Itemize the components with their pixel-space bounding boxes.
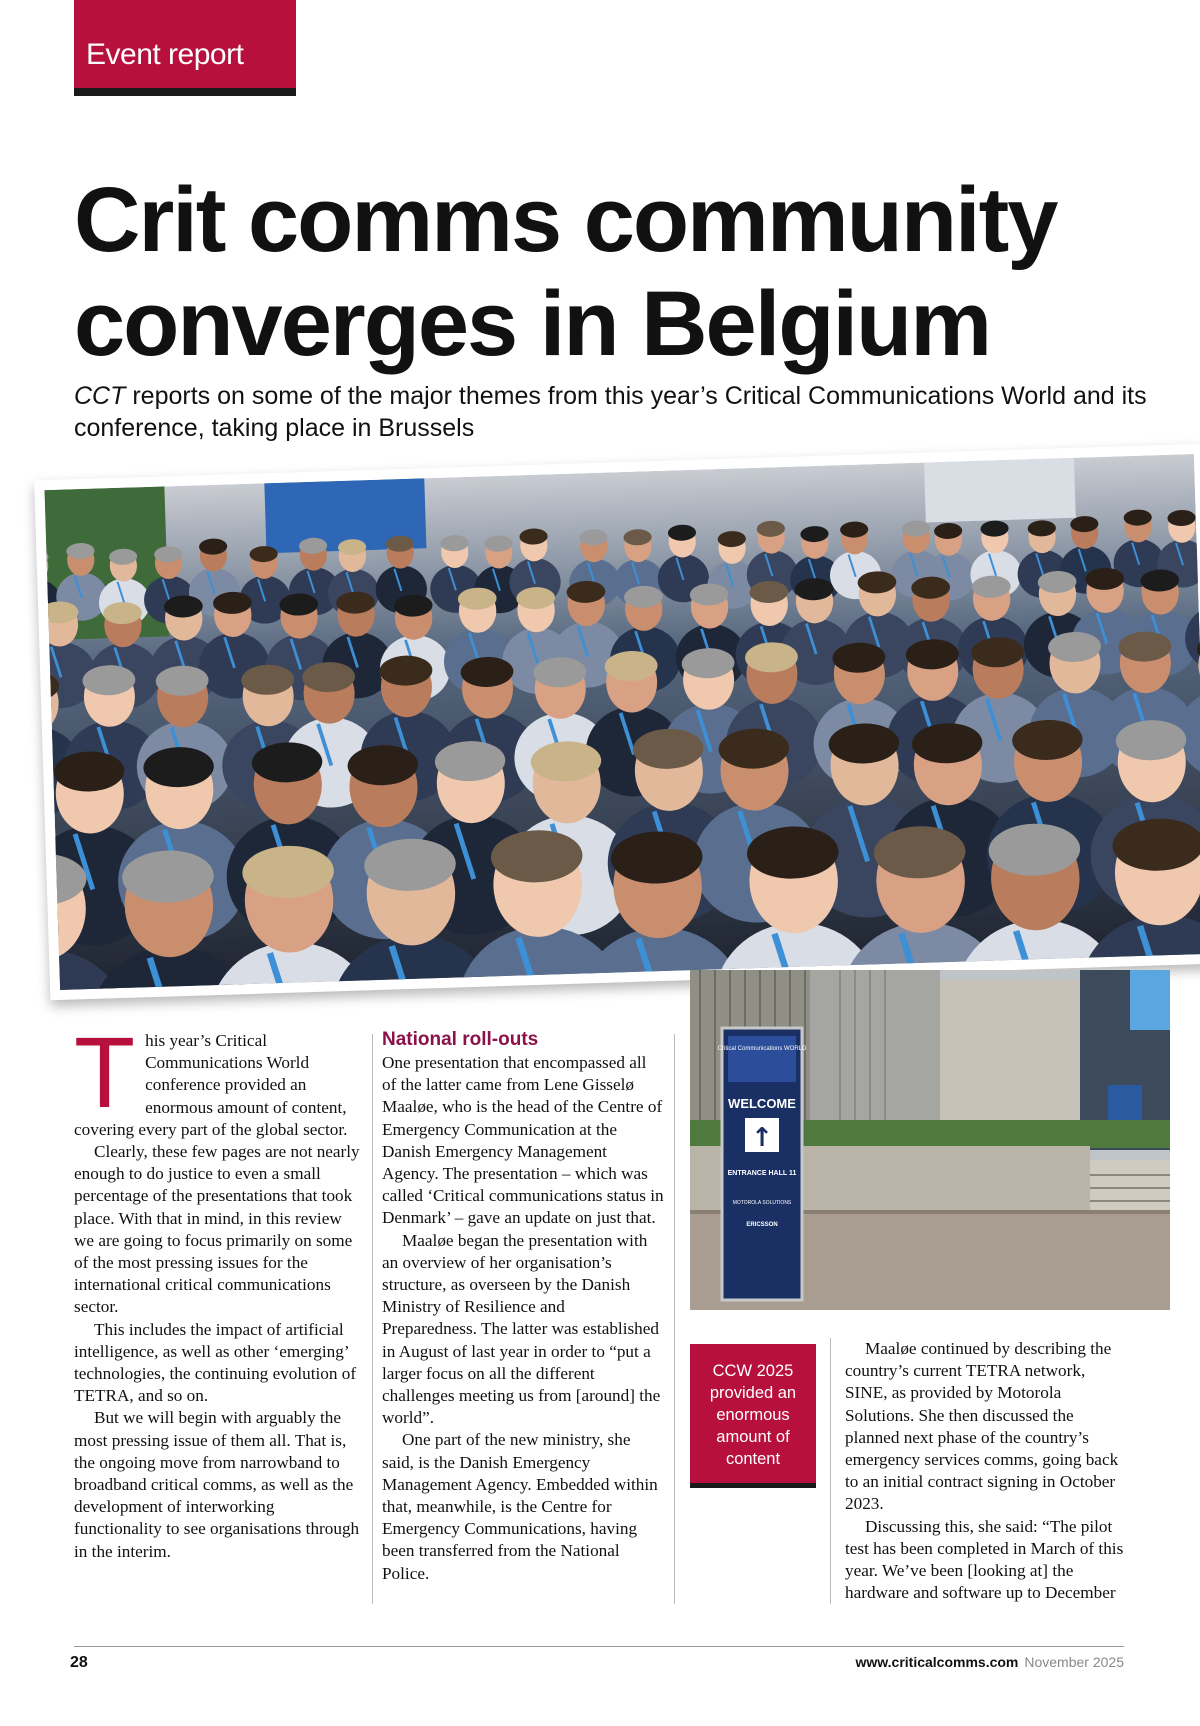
standfirst-publication: CCT bbox=[74, 382, 126, 410]
body-paragraph: But we will begin with arguably the most pressing issue of them all. That is, the ongoing move from narrowband to broadband critical comms, as well as the development of interworking functionality to see organisations through in the interim. bbox=[74, 1408, 360, 1561]
section-label: Event report bbox=[86, 38, 244, 71]
crowd-photo-image bbox=[44, 454, 1200, 990]
body-paragraph: his year’s Critical Communications World conference provided an enormous amount of content, covering every part of the global sector. bbox=[74, 1031, 348, 1139]
body-paragraph: One part of the new ministry, she said, is the Danish Emergency Management Agency. Embedded within that, meanwhile, is the Centre for Emergency Communications, having been transferred from the National Police. bbox=[382, 1430, 658, 1583]
pull-quote: CCW 2025 provided an enormous amount of content bbox=[690, 1344, 816, 1488]
footer-rule bbox=[74, 1646, 1124, 1647]
body-paragraph: Maaløe continued by describing the country’s current TETRA network, SINE, as provided by Motorola Solutions. She then discussed the planned next phase of the country’s emergency services comms, going back to an initial contract signing in October 2023. bbox=[845, 1339, 1119, 1514]
sign-welcome: WELCOME bbox=[728, 1096, 796, 1111]
subheading: National roll-outs bbox=[382, 1029, 539, 1050]
footer-url[interactable]: www.criticalcomms.com bbox=[855, 1654, 1019, 1670]
column-divider bbox=[674, 1034, 675, 1604]
column-divider bbox=[372, 1034, 373, 1604]
crowd-photo bbox=[34, 444, 1200, 1000]
body-paragraph: Discussing this, she said: “The pilot test has been completed in March of this year. We’ve been [looking at] the hardware and software up to December bbox=[845, 1516, 1124, 1603]
standfirst-text: reports on some of the major themes from this year’s Critical Communications World and its conference, taking place in Brussels bbox=[74, 382, 1147, 442]
body-paragraph: This includes the impact of artificial intelligence, as well as other ‘emerging’ technologies, the continuing evolution of TETRA, and so on. bbox=[74, 1319, 357, 1406]
footer-date: November 2025 bbox=[1024, 1654, 1124, 1670]
column-divider bbox=[830, 1338, 831, 1604]
body-column-2 bbox=[382, 1028, 664, 1585]
body-paragraph: Maaløe began the presentation with an overview of her organisation’s structure, as overseen by the Danish Ministry of Resilience and Preparedness. The latter was established in August of last year in order to “put a larger focus on all the different challenges meeting us from [around] the world”. bbox=[382, 1230, 661, 1428]
page-number: 28 bbox=[70, 1654, 88, 1671]
body-column-1 bbox=[74, 1017, 360, 1563]
body-paragraph: Clearly, these few pages are not nearly enough to do justice to even a small percentage of the presentations that took place. With that in mind, in this review we are going to focus primarily on some of the most pressing issues for the international critical communications sector. bbox=[74, 1142, 360, 1317]
body-paragraph: One presentation that encompassed all of the latter came from Lene Gisselø Maaløe, who is the head of the Centre of Emergency Communication at the Danish Emergency Management Agency. The presentation – which was called ‘Critical communications status in Denmark’ – gave an update on just that. bbox=[382, 1053, 664, 1228]
headline: Crit comms community converges in Belgium bbox=[74, 169, 1057, 375]
sign-arrow-icon: ↑ bbox=[751, 1123, 773, 1153]
footer-info bbox=[856, 1654, 1125, 1670]
standfirst bbox=[74, 380, 1154, 444]
sign-sponsor-1: MOTOROLA SOLUTIONS bbox=[732, 1200, 792, 1206]
venue-photo bbox=[690, 970, 1170, 1310]
drop-cap: T bbox=[74, 1017, 136, 1129]
section-tab bbox=[74, 0, 296, 96]
sign-brand: Critical Communications WORLD bbox=[717, 1046, 807, 1052]
venue-photo-image bbox=[690, 970, 1170, 1310]
body-column-3 bbox=[845, 1338, 1125, 1604]
sign-hall: ENTRANCE HALL 11 bbox=[727, 1170, 797, 1177]
sign-sponsor-2: ERICSSON bbox=[746, 1222, 778, 1228]
